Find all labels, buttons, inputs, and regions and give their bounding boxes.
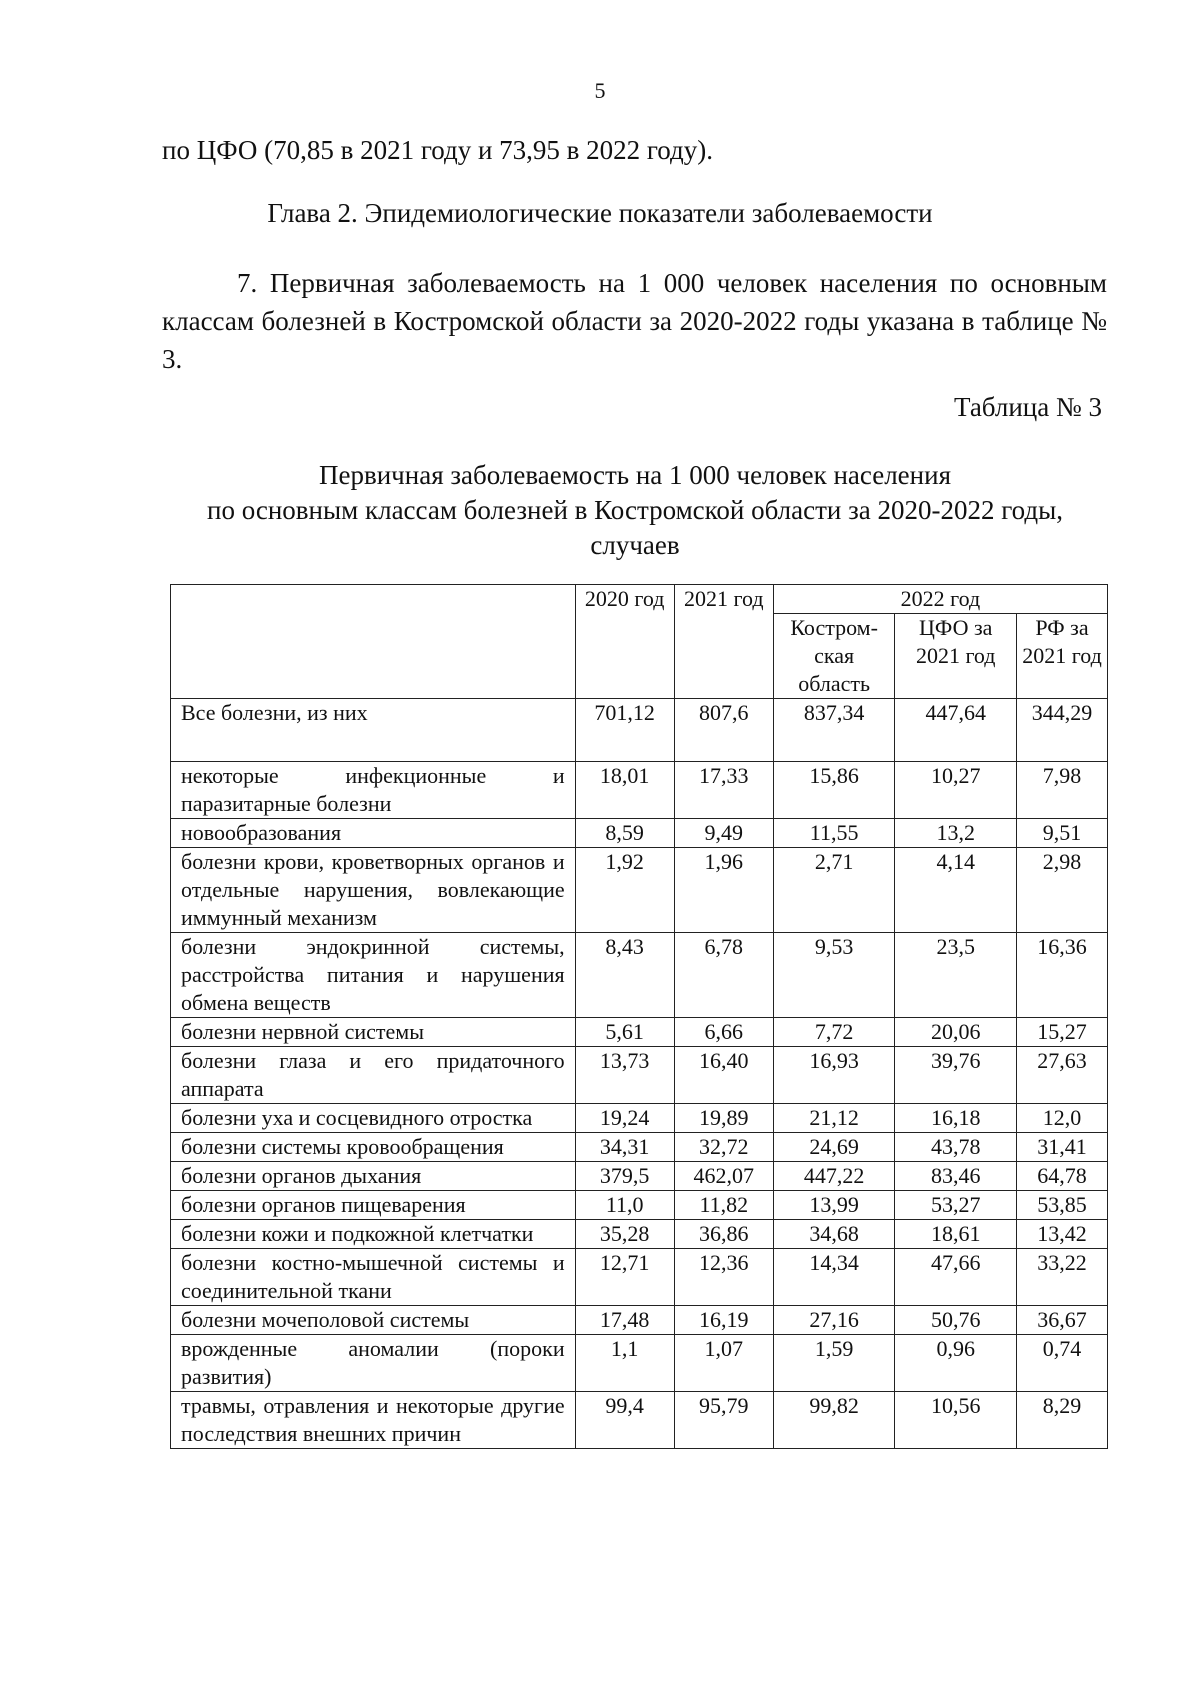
value-rf: 15,27 (1017, 1018, 1108, 1047)
value-2020: 8,59 (575, 819, 674, 848)
row-name: болезни органов пищеварения (171, 1191, 576, 1220)
value-cfo: 20,06 (895, 1018, 1017, 1047)
value-2020: 19,24 (575, 1104, 674, 1133)
value-rf: 53,85 (1017, 1191, 1108, 1220)
row-name: болезни эндокринной системы, расстройства питания и нарушения обмена веществ (171, 933, 576, 1018)
value-2020: 701,12 (575, 699, 674, 762)
header-2022-group: 2022 год (773, 585, 1107, 614)
intro-line: по ЦФО (70,85 в 2021 году и 73,95 в 2022 году). (162, 135, 714, 165)
value-kostroma: 34,68 (773, 1220, 895, 1249)
value-2020: 8,43 (575, 933, 674, 1018)
header-rf: РФ за 2021 год (1017, 614, 1108, 699)
paragraph-text: 7. Первичная заболеваемость на 1 000 человек населения по основным классам болезней в Костромской области за 2020-2022 годы указана в таблице № 3. (162, 268, 1107, 374)
row-name: Все болезни, из них (171, 699, 576, 762)
value-2021: 462,07 (674, 1162, 773, 1191)
value-2020: 12,71 (575, 1249, 674, 1306)
row-name: травмы, отравления и некоторые другие последствия внешних причин (171, 1392, 576, 1449)
row-name: врожденные аномалии (пороки развития) (171, 1335, 576, 1392)
table-row (171, 1220, 1108, 1249)
value-2020: 17,48 (575, 1306, 674, 1335)
value-cfo: 13,2 (895, 819, 1017, 848)
value-2020: 1,1 (575, 1335, 674, 1392)
value-2020: 35,28 (575, 1220, 674, 1249)
value-rf: 33,22 (1017, 1249, 1108, 1306)
table-row (171, 699, 1108, 762)
table-row (171, 819, 1108, 848)
value-kostroma: 24,69 (773, 1133, 895, 1162)
table-row (171, 1162, 1108, 1191)
table-row (171, 1047, 1108, 1104)
value-2020: 13,73 (575, 1047, 674, 1104)
chapter-title: Глава 2. Эпидемиологические показатели заболеваемости (267, 198, 933, 228)
caption-line-3: случаев (590, 530, 680, 560)
value-rf: 13,42 (1017, 1220, 1108, 1249)
table-row (171, 1392, 1108, 1449)
table-row (171, 1133, 1108, 1162)
value-2021: 36,86 (674, 1220, 773, 1249)
value-rf: 2,98 (1017, 848, 1108, 933)
value-rf: 31,41 (1017, 1133, 1108, 1162)
value-kostroma: 14,34 (773, 1249, 895, 1306)
caption-line-1: Первичная заболеваемость на 1 000 человек населения (319, 460, 951, 490)
value-kostroma: 7,72 (773, 1018, 895, 1047)
value-kostroma: 447,22 (773, 1162, 895, 1191)
value-cfo: 23,5 (895, 933, 1017, 1018)
value-2021: 12,36 (674, 1249, 773, 1306)
paragraph (162, 264, 1107, 378)
value-2021: 17,33 (674, 762, 773, 819)
table-row (171, 1104, 1108, 1133)
value-2020: 5,61 (575, 1018, 674, 1047)
value-2021: 1,07 (674, 1335, 773, 1392)
value-rf: 16,36 (1017, 933, 1108, 1018)
value-kostroma: 99,82 (773, 1392, 895, 1449)
value-rf: 27,63 (1017, 1047, 1108, 1104)
value-cfo: 50,76 (895, 1306, 1017, 1335)
value-kostroma: 11,55 (773, 819, 895, 848)
value-cfo: 53,27 (895, 1191, 1017, 1220)
value-rf: 0,74 (1017, 1335, 1108, 1392)
value-cfo: 447,64 (895, 699, 1017, 762)
value-2020: 99,4 (575, 1392, 674, 1449)
caption-line-2: по основным классам болезней в Костромской области за 2020-2022 годы, (207, 495, 1063, 525)
row-name: болезни органов дыхания (171, 1162, 576, 1191)
row-name: болезни системы кровообращения (171, 1133, 576, 1162)
value-cfo: 4,14 (895, 848, 1017, 933)
value-2020: 34,31 (575, 1133, 674, 1162)
value-cfo: 47,66 (895, 1249, 1017, 1306)
row-name: болезни костно-мышечной системы и соединительной ткани (171, 1249, 576, 1306)
value-cfo: 43,78 (895, 1133, 1017, 1162)
header-kostroma: Костром-ская область (773, 614, 895, 699)
header-2021: 2021 год (674, 585, 773, 699)
value-rf: 8,29 (1017, 1392, 1108, 1449)
value-cfo: 0,96 (895, 1335, 1017, 1392)
row-name: некоторые инфекционные и паразитарные болезни (171, 762, 576, 819)
row-name: новообразования (171, 819, 576, 848)
value-kostroma: 27,16 (773, 1306, 895, 1335)
table-label: Таблица № 3 (954, 392, 1102, 422)
table-row (171, 762, 1108, 819)
value-2021: 807,6 (674, 699, 773, 762)
value-kostroma: 837,34 (773, 699, 895, 762)
value-kostroma: 15,86 (773, 762, 895, 819)
row-name: болезни кожи и подкожной клетчатки (171, 1220, 576, 1249)
value-2020: 379,5 (575, 1162, 674, 1191)
value-rf: 12,0 (1017, 1104, 1108, 1133)
value-2021: 32,72 (674, 1133, 773, 1162)
row-name: болезни уха и сосцевидного отростка (171, 1104, 576, 1133)
value-cfo: 10,27 (895, 762, 1017, 819)
value-rf: 64,78 (1017, 1162, 1108, 1191)
value-2021: 6,78 (674, 933, 773, 1018)
table-row (171, 1335, 1108, 1392)
row-name: болезни мочеполовой системы (171, 1306, 576, 1335)
table-row (171, 933, 1108, 1018)
value-2021: 9,49 (674, 819, 773, 848)
value-cfo: 83,46 (895, 1162, 1017, 1191)
value-2021: 95,79 (674, 1392, 773, 1449)
value-rf: 36,67 (1017, 1306, 1108, 1335)
value-cfo: 16,18 (895, 1104, 1017, 1133)
value-2021: 19,89 (674, 1104, 773, 1133)
row-name: болезни крови, кроветворных органов и отдельные нарушения, вовлекающие иммунный механизм (171, 848, 576, 933)
value-kostroma: 16,93 (773, 1047, 895, 1104)
table-row (171, 1249, 1108, 1306)
value-rf: 344,29 (1017, 699, 1108, 762)
value-2020: 11,0 (575, 1191, 674, 1220)
value-2020: 1,92 (575, 848, 674, 933)
value-kostroma: 13,99 (773, 1191, 895, 1220)
value-rf: 9,51 (1017, 819, 1108, 848)
table-body (171, 699, 1108, 1449)
table-row (171, 1191, 1108, 1220)
row-name: болезни глаза и его придаточного аппарата (171, 1047, 576, 1104)
value-2021: 1,96 (674, 848, 773, 933)
value-2020: 18,01 (575, 762, 674, 819)
value-2021: 16,40 (674, 1047, 773, 1104)
header-2020: 2020 год (575, 585, 674, 699)
value-kostroma: 1,59 (773, 1335, 895, 1392)
value-kostroma: 2,71 (773, 848, 895, 933)
value-2021: 6,66 (674, 1018, 773, 1047)
value-kostroma: 21,12 (773, 1104, 895, 1133)
table-row (171, 848, 1108, 933)
value-kostroma: 9,53 (773, 933, 895, 1018)
value-cfo: 10,56 (895, 1392, 1017, 1449)
value-cfo: 39,76 (895, 1047, 1017, 1104)
row-name: болезни нервной системы (171, 1018, 576, 1047)
page-number: 5 (594, 78, 606, 103)
header-empty (171, 585, 576, 699)
value-2021: 11,82 (674, 1191, 773, 1220)
table-row (171, 1018, 1108, 1047)
value-cfo: 18,61 (895, 1220, 1017, 1249)
table-row (171, 1306, 1108, 1335)
morbidity-table (170, 584, 1108, 1449)
value-2021: 16,19 (674, 1306, 773, 1335)
table-caption (160, 458, 1110, 563)
header-cfo: ЦФО за 2021 год (895, 614, 1017, 699)
value-rf: 7,98 (1017, 762, 1108, 819)
